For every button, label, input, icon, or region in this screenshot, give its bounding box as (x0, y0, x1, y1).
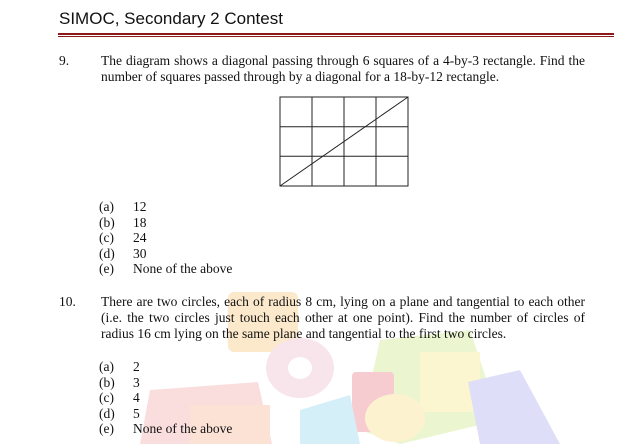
question-10-number: 10. (59, 294, 76, 309)
question-9-number: 9. (59, 53, 70, 68)
option-label: (b) (99, 374, 115, 390)
header-rule (58, 33, 614, 35)
option-label: (c) (99, 390, 114, 405)
grid-diagram (279, 96, 409, 187)
question-9-text: The diagram shows a diagonal passing through 6 squares of a 4-by-3 rectangle. Find the number of squares passed through by a diagonal for a 18-by-12 rectangle. (101, 53, 585, 84)
option-d (99, 246, 232, 262)
option-text: 2 (133, 359, 140, 374)
question-9-options (99, 199, 232, 277)
option-label: (d) (99, 245, 115, 261)
option-label: (c) (99, 230, 114, 245)
option-a (99, 199, 232, 215)
option-b (99, 215, 232, 231)
option-a (99, 359, 232, 375)
option-label: (b) (99, 214, 115, 230)
option-e (99, 261, 232, 277)
option-text: 12 (133, 199, 147, 214)
question-10-text: There are two circles, each of radius 8 cm, lying on a plane and tangential to each other (i.e. the two circles just touch each other at one point). Find the number of circles of radius 16 cm lying on the same plane and tangential to the first two circles. (101, 294, 585, 341)
option-label: (e) (99, 421, 114, 436)
option-d (99, 406, 232, 422)
option-c (99, 230, 232, 246)
option-text: 18 (133, 214, 147, 230)
header-rule-thin (58, 36, 614, 37)
option-label: (e) (99, 261, 114, 276)
option-label: (a) (99, 199, 114, 214)
question-10-options (99, 359, 232, 437)
page-header-title: SIMOC, Secondary 2 Contest (59, 9, 283, 28)
option-label: (d) (99, 405, 115, 421)
option-label: (a) (99, 359, 114, 374)
option-e (99, 421, 232, 437)
option-text: 30 (133, 245, 147, 261)
option-text: None of the above (133, 261, 233, 276)
option-text: None of the above (133, 421, 233, 436)
option-text: 4 (133, 390, 140, 405)
option-text: 24 (133, 230, 147, 245)
option-text: 5 (133, 405, 140, 421)
option-b (99, 375, 232, 391)
option-text: 3 (133, 374, 140, 390)
option-c (99, 390, 232, 406)
